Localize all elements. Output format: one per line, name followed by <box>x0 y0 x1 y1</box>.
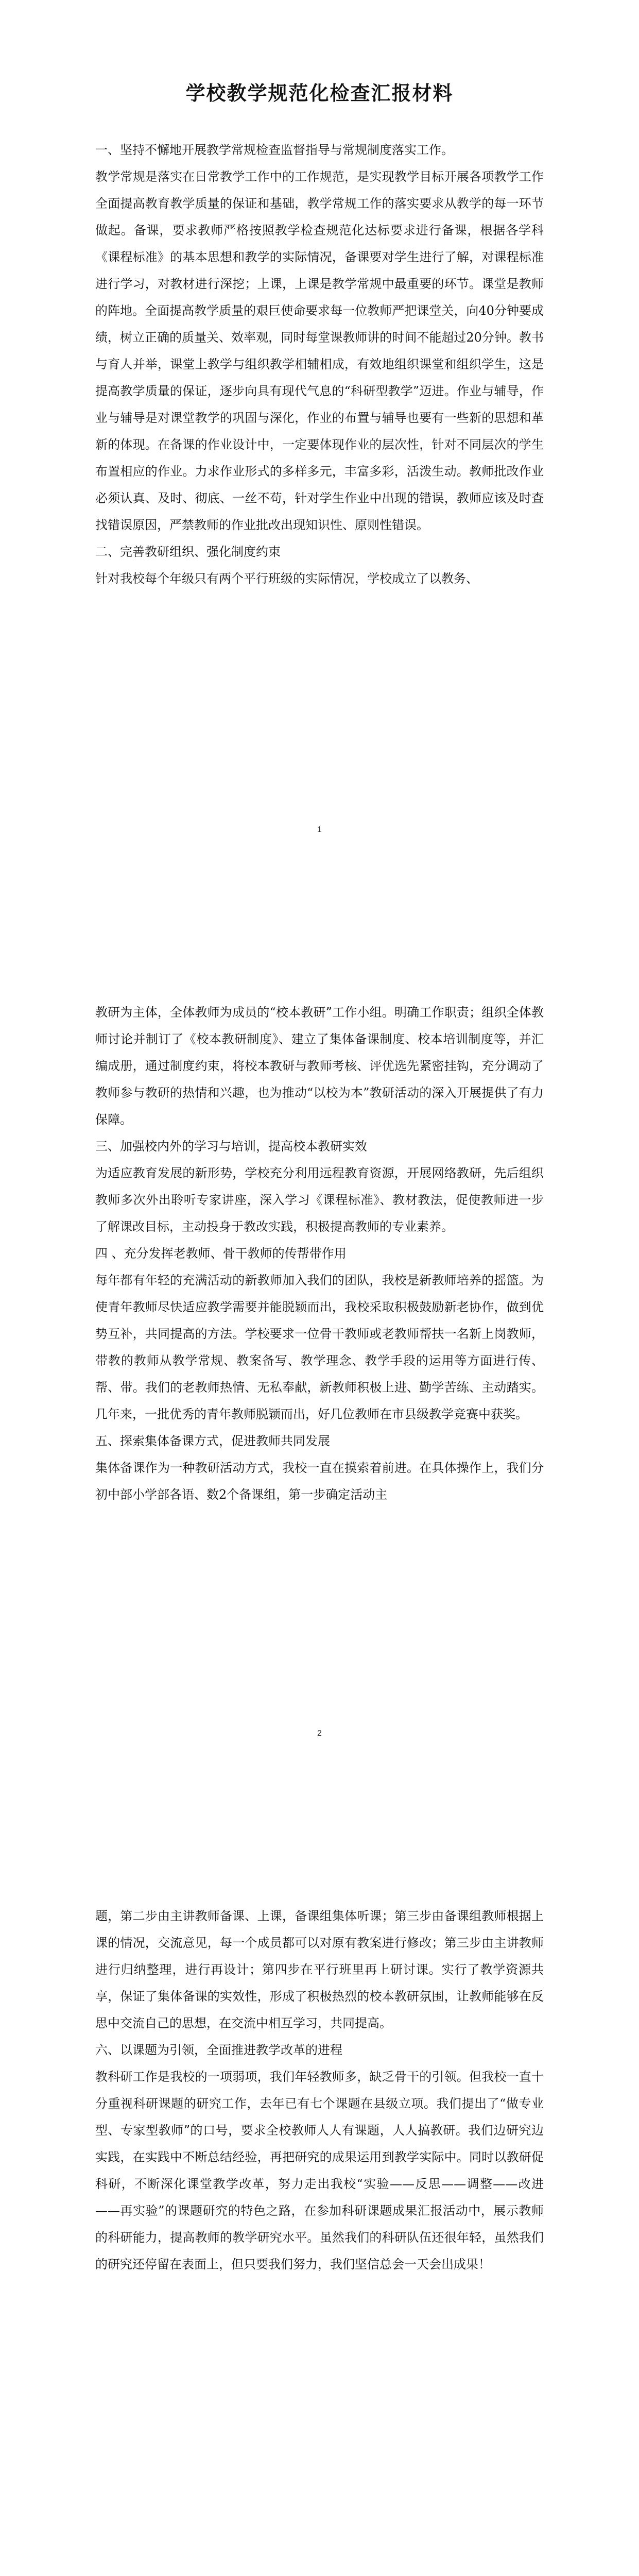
section-5-paragraph-continued: 题，第二步由主讲教师备课、上课，备课组集体听课；第三步由备课组教师根据上课的情况，交流意见，每一个成员都可以对原有教案进行修改；第三步由主讲教师进行归纳整理，进行再设计；第四步在平行班里再上研讨课。实行了教学资源共享，保证了集体备课的实效性，形成了积极热烈的校本教研氛围，让教师能够在反思中交流自己的思想，在交流中相互学习，共同提高。 <box>95 1909 544 2030</box>
section-3-heading: 三、加强校内外的学习与培训，提高校本教研实效 <box>95 1139 367 1154</box>
section-4-heading: 四 、充分发挥老教师、骨干教师的传帮带作用 <box>95 1246 347 1261</box>
page-1 <box>0 0 639 904</box>
section-1-paragraph: 教学常规是落实在日常教学工作中的工作规范，是实现教学目标开展各项教学工作全面提高教育教学质量的保证和基础，教学常规工作的落实要求从教学的每一环节做起。备课，要求教师严格按照教学检查规范化达标要求进行备课，根据各学科《课程标准》的基本思想和教学的实际情况，备课要对学生进行了解，对课程标准进行学习，对教材进行深挖；上课，上课是教学常规中最重要的环节。课堂是教师的阵地。全面提高教学质量的艰巨使命要求每一位教师严把课堂关，向40分钟要成绩，树立正确的质量关、效率观，同时每堂课教师讲的时间不能超过20分钟。教书与育人并举，课堂上教学与组织教学相辅相成，有效地组织课堂和组织学生，这是提高教学质量的保证，逐步向具有现代气息的“科研型教学”迈进。作业与辅导，作业与辅导是对课堂教学的巩固与深化，作业的布置与辅导也要有一些新的思想和革新的体现。在备课的作业设计中，一定要体现作业的层次性，针对不同层次的学生布置相应的作业。力求作业形式的多样多元，丰富多彩，活泼生动。教师批改作业必须认真、及时、彻底、一丝不苟，针对学生作业中出现的错误，教师应该及时查找错误原因，严禁教师的作业批改出现知识性、原则性错误。 <box>95 170 544 532</box>
section-6-heading: 六、以课题为引领，全面推进教学改革的进程 <box>95 2043 342 2057</box>
page-3-content <box>95 1903 544 2278</box>
page-number: 2 <box>317 1729 322 1738</box>
page-1-content <box>95 77 544 592</box>
section-2-paragraph-start: 针对我校每个年级只有两个平行班级的实际情况，学校成立了以教务、 <box>95 571 478 586</box>
section-2-heading: 二、完善教研组织、强化制度约束 <box>95 545 281 559</box>
section-3-paragraph: 为适应教育发展的新形势，学校充分利用远程教育资源，开展网络教研，先后组织教师多次外出聆听专家讲座，深入学习《课程标准》、教材教法，促使教师进一步了解课改目标，主动投身于教改实践，积极提高教师的专业素养。 <box>95 1166 544 1234</box>
page-number: 1 <box>317 825 322 834</box>
document-title: 学校教学规范化检查汇报材料 <box>185 81 454 105</box>
section-5-paragraph-start: 集体备课作为一种教研活动方式，我校一直在摸索着前进。在具体操作上，我们分初中部小学部各语、数2个备课组，第一步确定活动主 <box>95 1461 544 1502</box>
section-6-paragraph: 教科研工作是我校的一项弱项，我们年轻教师多，缺乏骨干的引领。但我校一直十分重视科研课题的研究工作，去年已有七个课题在县级立项。我们提出了“做专业型、专家型教师”的口号，要求全校教师人人有课题，人人搞教研。我们边研究边实践，在实践中不断总结经验，再把研究的成果运用到教学实际中。同时以教研促科研，不断深化课堂教学改革，努力走出我校“实验——反思——调整——改进——再实验”的课题研究的特色之路，在参加科研课题成果汇报活动中，展示教师的科研能力，提高教师的教学研究水平。虽然我们的科研队伍还很年轻，虽然我们的研究还停留在表面上，但只要我们努力，我们坚信总会一天会出成果！ <box>95 2070 544 2272</box>
section-4-paragraph: 每年都有年轻的充满活动的新教师加入我们的团队，我校是新教师培养的摇篮。为使青年教师尽快适应教学需要并能脱颖而出，我校采取积极鼓励新老协作，做到优势互补，共同提高的方法。学校要求一位骨干教师或老教师帮扶一名新上岗教师，带教的教师从教学常规、教案备写、教学理念、教学手段的运用等方面进行传、帮、带。我们的老教师热情、无私奉献，新教师积极上进、勤学苦练、主动踏实。几年来，一批优秀的青年教师脱颖而出，好几位教师在市县级教学竞赛中获奖。 <box>95 1273 544 1421</box>
section-1-heading: 一、坚持不懈地开展教学常规检查监督指导与常规制度落实工作。 <box>95 143 454 157</box>
page-2-content <box>95 999 544 1508</box>
section-2-paragraph-continued: 教研为主体，全体教师为成员的“校本教研”工作小组。明确工作职责；组织全体教师讨论并制订了《校本教研制度》、建立了集体备课制度、校本培训制度等，并汇编成册，通过制度约束，将校本教研与教师考核、评优选先紧密挂钩，充分调动了教师参与教研的热情和兴趣，也为推动“以校为本”教研活动的深入开展提供了有力保障。 <box>95 1005 544 1127</box>
page-2 <box>0 904 639 1807</box>
page-3 <box>0 1807 639 2576</box>
section-5-heading: 五、探索集体备课方式，促进教师共同发展 <box>95 1434 330 1448</box>
